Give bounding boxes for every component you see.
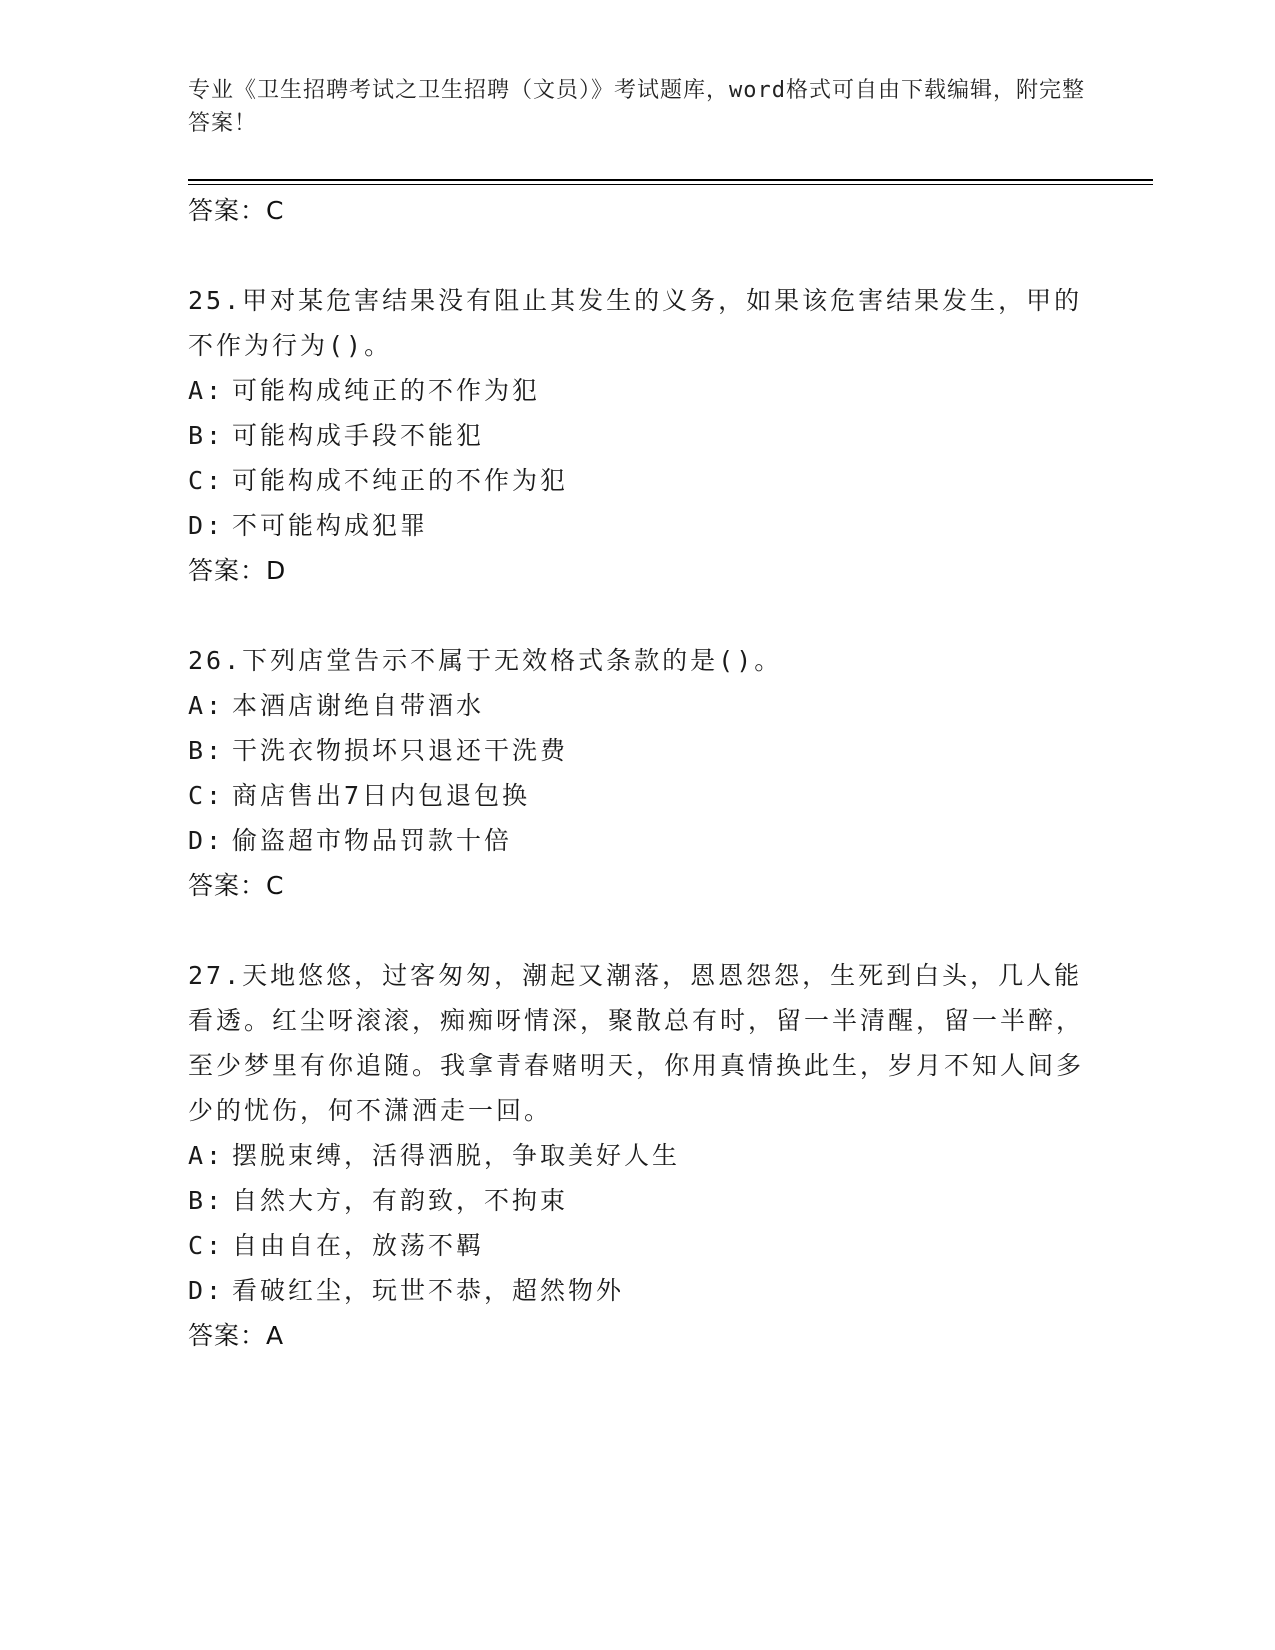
option-c — [188, 458, 1088, 503]
option-text: 可能构成手段不能犯 — [232, 421, 485, 450]
question-stem: 26.下列店堂告示不属于无效格式条款的是()。 — [188, 646, 783, 675]
option-key: C: — [188, 781, 225, 810]
option-a — [188, 683, 1088, 728]
option-key: B: — [188, 421, 225, 450]
option-text: 可能构成纯正的不作为犯 — [232, 376, 541, 405]
option-a — [188, 1133, 1088, 1178]
option-text: 不可能构成犯罪 — [232, 511, 429, 540]
option-key: A: — [188, 691, 225, 720]
option-text: 自然大方，有韵致，不拘束 — [232, 1186, 569, 1215]
option-text: 自由自在，放荡不羁 — [232, 1231, 485, 1260]
option-text: 干洗衣物损坏只退还干洗费 — [232, 736, 569, 765]
answer-line: 答案：C — [188, 871, 285, 900]
question-26 — [188, 638, 1088, 909]
option-text: 摆脱束缚，活得洒脱，争取美好人生 — [232, 1141, 681, 1170]
header-rule-thick — [188, 179, 1153, 181]
option-d — [188, 1268, 1088, 1313]
option-key: D: — [188, 511, 225, 540]
option-key: B: — [188, 736, 225, 765]
answer-line: 答案：C — [188, 196, 285, 225]
question-stem: 27.天地悠悠，过客匆匆，潮起又潮落，恩恩怨怨，生死到白头，几人能看透。红尘呀滚滚，痴痴呀情深，聚散总有时，留一半清醒，留一半醉，至少梦里有你追随。我拿青春赌明天，你用真情换此生，岁月不知人间多少的忧伤，何不潇洒走一回。 — [188, 961, 1085, 1125]
document-header: 专业《卫生招聘考试之卫生招聘（文员）》考试题库，word格式可自由下载编辑，附完整答案！ — [188, 78, 1085, 136]
option-key: A: — [188, 1141, 225, 1170]
option-key: A: — [188, 376, 225, 405]
option-b — [188, 1178, 1088, 1223]
option-text: 看破红尘，玩世不恭，超然物外 — [232, 1276, 625, 1305]
question-25 — [188, 278, 1088, 594]
option-b — [188, 728, 1088, 773]
question-list — [188, 188, 1088, 1359]
option-text: 商店售出7日内包退包换 — [232, 781, 531, 810]
option-c — [188, 773, 1088, 818]
option-text: 偷盗超市物品罚款十倍 — [232, 826, 513, 855]
question-stem: 25.甲对某危害结果没有阻止其发生的义务，如果该危害结果发生，甲的不作为行为()。 — [188, 286, 1083, 360]
option-text: 可能构成不纯正的不作为犯 — [232, 466, 569, 495]
option-a — [188, 368, 1088, 413]
option-c — [188, 1223, 1088, 1268]
option-d — [188, 818, 1088, 863]
option-d — [188, 503, 1088, 548]
option-b — [188, 413, 1088, 458]
option-key: D: — [188, 826, 225, 855]
answer-line: 答案：A — [188, 1321, 285, 1350]
header-rule-thin — [188, 184, 1153, 185]
option-key: C: — [188, 1231, 225, 1260]
answer-line: 答案：D — [188, 556, 287, 585]
option-key: D: — [188, 1276, 225, 1305]
option-text: 本酒店谢绝自带酒水 — [232, 691, 485, 720]
option-key: B: — [188, 1186, 225, 1215]
question-27 — [188, 953, 1088, 1359]
option-key: C: — [188, 466, 225, 495]
